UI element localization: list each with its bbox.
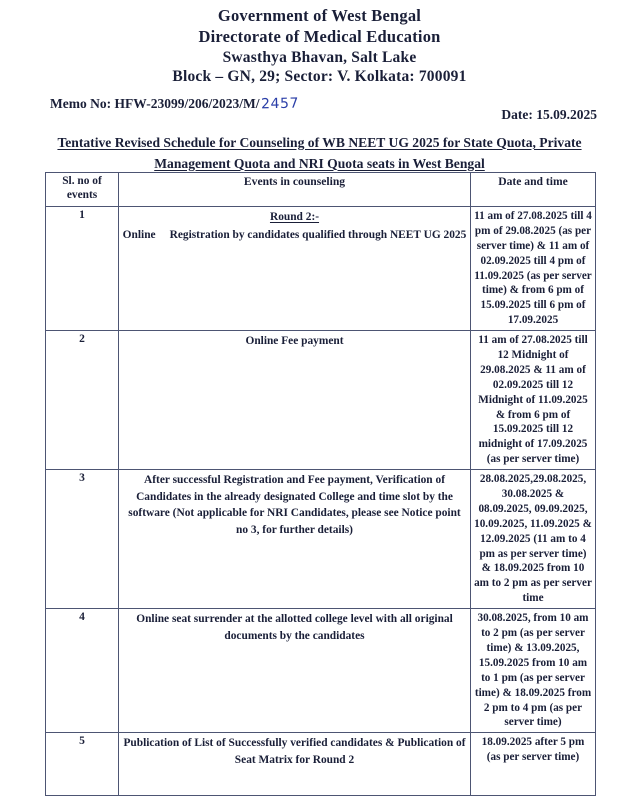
address-block-line: Block – GN, 29; Sector: V. Kolkata: 700091 — [172, 68, 467, 86]
table-header — [46, 173, 596, 207]
column-header-events: Events in counseling — [119, 173, 471, 207]
cell-sl-no: 4 — [46, 609, 119, 733]
table-row — [46, 470, 596, 609]
directorate-line: Directorate of Medical Education — [198, 26, 441, 46]
event-text — [122, 227, 467, 244]
cell-sl-no: 1 — [46, 207, 119, 331]
table-body — [46, 207, 596, 796]
table-row — [46, 207, 596, 331]
cell-date-time: 11 am of 27.08.2025 till 4 pm of 29.08.2025 (as per server time) & 11 am of 02.09.2025 till 4 pm of 11.09.2025 (as per server time) & from 6 pm of 15.09.2025 till 6 pm of 17.09.2025 — [471, 207, 596, 331]
cell-date-time: 18.09.2025 after 5 pm (as per server time) — [471, 733, 596, 796]
cell-event: After successful Registration and Fee payment, Verification of Candidates in the already designated College and time slot by the software (Not applicable for NRI Candidates, please see Notice point no 3, for further details) — [119, 470, 471, 609]
schedule-table-container — [45, 172, 595, 796]
cell-date-time: 28.08.2025,29.08.2025, 30.08.2025 & 08.09.2025, 09.09.2025, 10.09.2025, 11.09.2025 & 12.09.2025 (11 am to 4 pm as per server time) & 18.09.2025 from 10 am to 2 pm as per server time — [471, 470, 596, 609]
cell-event: Online Fee payment — [119, 331, 471, 470]
cell-event: Online seat surrender at the allotted college level with all original documents by the candidates — [119, 609, 471, 733]
memo-row — [0, 94, 639, 128]
memo-number-handwritten: 2457 — [261, 95, 300, 112]
event-lead-word: Online — [122, 228, 156, 241]
cell-event: Publication of List of Successfully verified candidates & Publication of Seat Matrix for Round 2 — [119, 733, 471, 796]
address-line: Swasthya Bhavan, Salt Lake — [222, 48, 417, 66]
column-header-sl-no: Sl. no of events — [46, 173, 119, 207]
page-title-line-1: Tentative Revised Schedule for Counseling of WB NEET UG 2025 for State Quota, Private — [57, 134, 582, 150]
table-row — [46, 733, 596, 796]
cell-sl-no: 3 — [46, 470, 119, 609]
page-title — [53, 132, 587, 174]
cell-date-time: 30.08.2025, from 10 am to 2 pm (as per server time) & 13.09.2025, 15.09.2025 from 10 am to 1 pm (as per server time) & 18.09.2025 from 2 pm to 4 pm (as per server time) — [471, 609, 596, 733]
column-header-date-time: Date and time — [471, 173, 596, 207]
memo-date: Date: 15.09.2025 — [501, 106, 597, 122]
cell-event — [119, 207, 471, 331]
event-description: Registration by candidates qualified through NEET UG 2025 — [169, 228, 467, 241]
cell-sl-no: 5 — [46, 733, 119, 796]
table-row — [46, 609, 596, 733]
page-title-line-2: Management Quota and NRI Quota seats in West Bengal — [154, 155, 485, 171]
cell-date-time: 11 am of 27.08.2025 till 12 Midnight of 29.08.2025 & 11 am of 02.09.2025 till 12 Midnight of 11.09.2025 & from 6 pm of 15.09.2025 till 12 midnight of 17.09.2025 (as per server time) — [471, 331, 596, 470]
table-row — [46, 331, 596, 470]
memo-number-label: Memo No: HFW-23099/206/2023/M/ — [50, 95, 260, 111]
schedule-table — [45, 172, 596, 796]
memo-number — [50, 96, 300, 112]
cell-sl-no: 2 — [46, 331, 119, 470]
org-name-line: Government of West Bengal — [217, 6, 422, 25]
round-label: Round 2:- — [269, 211, 320, 223]
letterhead — [0, 0, 639, 87]
table-header-row — [46, 173, 596, 207]
